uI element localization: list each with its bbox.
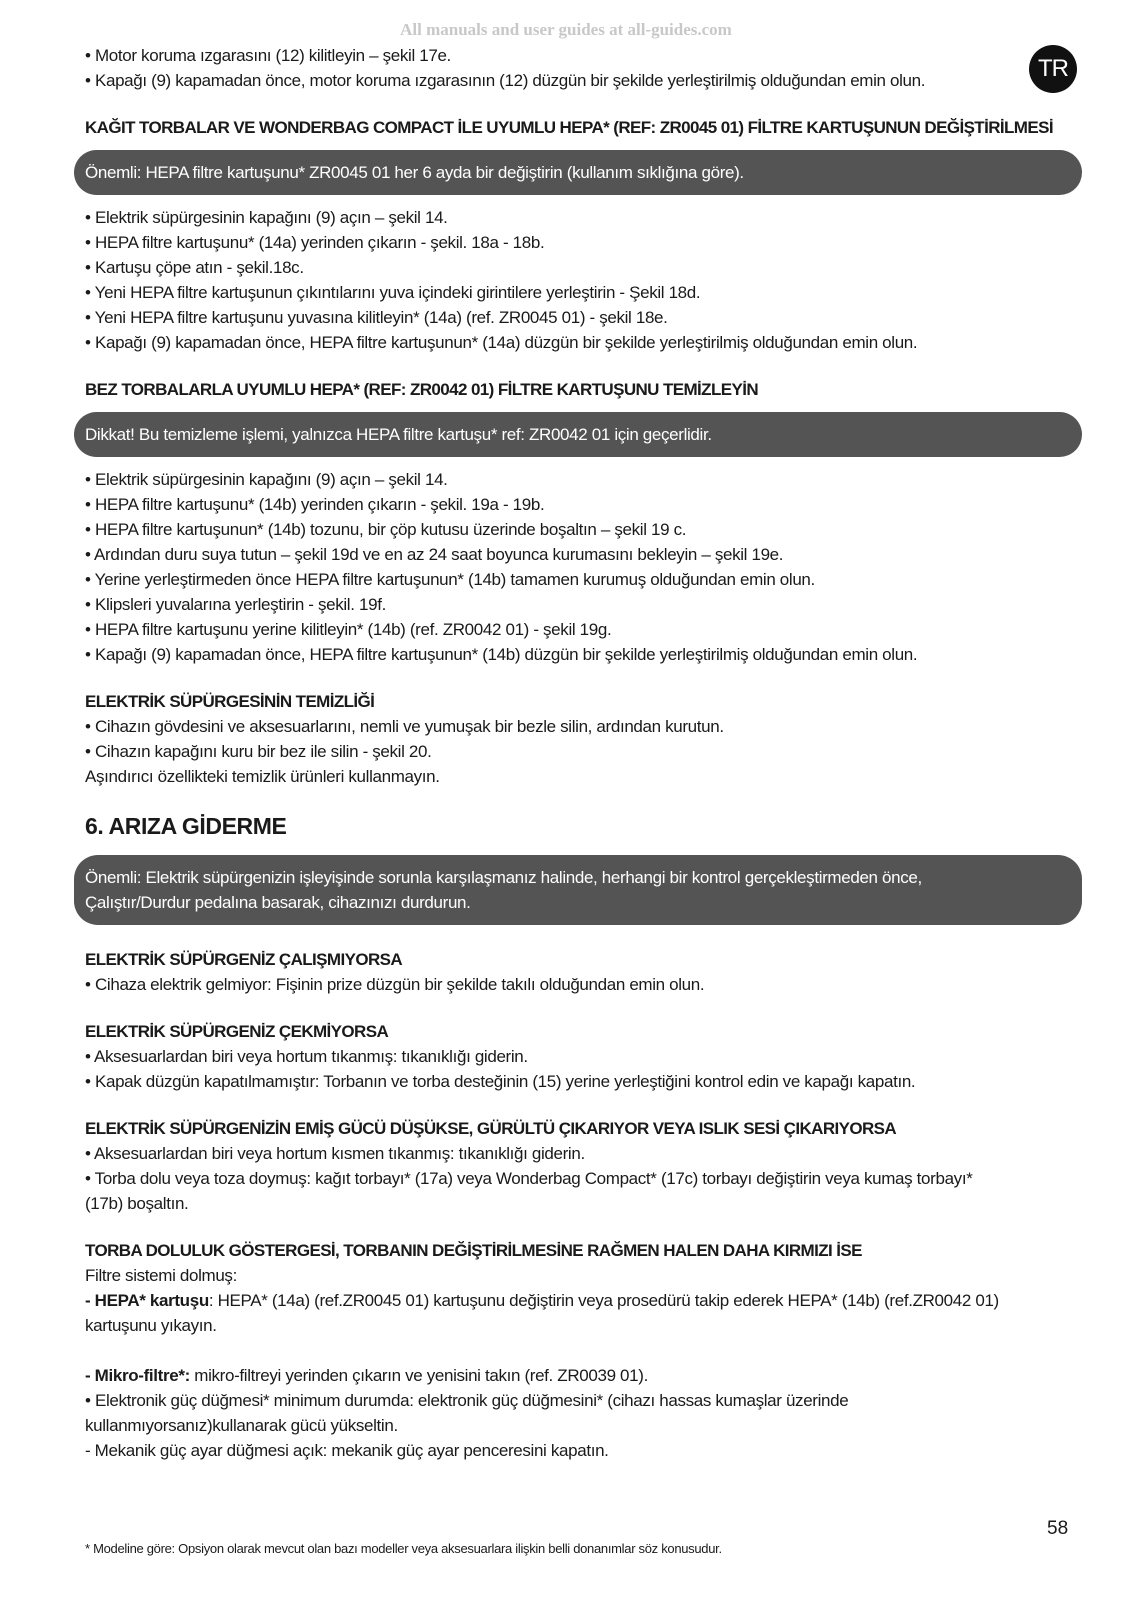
list-item-continuation: kullanmıyorsanız)kullanarak gücü yükseltin. (85, 1416, 398, 1435)
list-item-continuation: (17b) boşaltın. (85, 1194, 189, 1213)
micro-filter-text: mikro-filtreyi yerinden çıkarın ve yenisini takın (ref. ZR0039 01). (189, 1366, 648, 1385)
list-item: • Elektrik süpürgesinin kapağını (9) açın – şekil 14. (85, 467, 1080, 492)
list-item: • HEPA filtre kartuşunu* (14a) yerinden çıkarın - şekil. 18a - 18b. (85, 230, 1080, 255)
list-item: • Klipsleri yuvalarına yerleştirin - şekil. 19f. (85, 592, 1080, 617)
list-item: • Cihazın kapağını kuru bir bez ile silin - şekil 20. (85, 739, 1080, 764)
subsection-heading: TORBA DOLULUK GÖSTERGESİ, TORBANIN DEĞİŞTİRİLMESİNE RAĞMEN HALEN DAHA KIRMIZI İSE (85, 1241, 862, 1260)
section-heading-cleaning: ELEKTRİK SÜPÜRGESİNİN TEMİZLİĞİ (85, 692, 375, 711)
note-line: Çalıştır/Durdur pedalına basarak, cihazınızı durdurun. (85, 893, 471, 912)
note-line: Önemli: Elektrik süpürgenizin işleyişinde sorunla karşılaşmanız halinde, herhangi bir kontrol gerçekleştirmeden önce, (85, 868, 922, 887)
chapter-title: 6. ARIZA GİDERME (85, 813, 287, 839)
paragraph: Aşındırıcı özellikteki temizlik ürünleri kullanmayın. (85, 767, 440, 786)
list-item: • HEPA filtre kartuşunu yerine kilitleyin* (14b) (ref. ZR0042 01) - şekil 19g. (85, 617, 1080, 642)
list-item: • Ardından duru suya tutun – şekil 19d ve en az 24 saat boyunca kurumasını bekleyin – şekil 19e. (85, 542, 1080, 567)
important-note (74, 855, 1082, 925)
list-item: • HEPA filtre kartuşunun* (14b) tozunu, bir çöp kutusu üzerinde boşaltın – şekil 19 c. (85, 517, 1080, 542)
micro-filter-label: - Mikro-filtre*: (85, 1366, 190, 1385)
subsection-heading: ELEKTRİK SÜPÜRGENİZ ÇEKMİYORSA (85, 1022, 389, 1041)
watermark: All manuals and user guides at all-guides.com (400, 20, 732, 39)
list-item: • Cihazın gövdesini ve aksesuarlarını, nemli ve yumuşak bir bezle silin, ardından kurutun. (85, 714, 1080, 739)
section-heading-cloth-hepa: BEZ TORBALARLA UYUMLU HEPA* (REF: ZR0042 01) FİLTRE KARTUŞUNU TEMİZLEYİN (85, 380, 759, 399)
section-heading-paper-hepa: KAĞIT TORBALAR VE WONDERBAG COMPACT İLE UYUMLU HEPA* (REF: ZR0045 01) FİLTRE KARTUŞUNUN DEĞİŞTİRİLMESİ (85, 118, 1053, 137)
list-item: • Aksesuarlardan biri veya hortum kısmen tıkanmış: tıkanıklığı giderin. (85, 1141, 1080, 1166)
list-item: • Kartuşu çöpe atın - şekil.18c. (85, 255, 1080, 280)
list-item: • Kapağı (9) kapamadan önce, HEPA filtre kartuşunun* (14a) düzgün bir şekilde yerleştirilmiş olduğundan emin olun. (85, 330, 1080, 355)
list-item: • Elektrik süpürgesinin kapağını (9) açın – şekil 14. (85, 205, 1080, 230)
hepa-label: - HEPA* kartuşu (85, 1291, 209, 1310)
list-item: • Aksesuarlardan biri veya hortum tıkanmış: tıkanıklığı giderin. (85, 1044, 1080, 1069)
paragraph (85, 1288, 1080, 1313)
list-item: • Motor koruma ızgarasını (12) kilitleyin – şekil 17e. (85, 43, 1080, 68)
list-item: • Kapağı (9) kapamadan önce, motor koruma ızgarasının (12) düzgün bir şekilde yerleştirilmiş olduğundan emin olun. (85, 68, 1080, 93)
paragraph: Filtre sistemi dolmuş: (85, 1266, 237, 1285)
language-badge: TR (1029, 45, 1077, 93)
list-item: • Yeni HEPA filtre kartuşunu yuvasına kilitleyin* (14a) (ref. ZR0045 01) - şekil 18e. (85, 305, 1080, 330)
list-item: • Kapağı (9) kapamadan önce, HEPA filtre kartuşunun* (14b) düzgün bir şekilde yerleştirilmiş olduğundan emin olun. (85, 642, 1080, 667)
list-item: • Kapak düzgün kapatılmamıştır: Torbanın ve torba desteğinin (15) yerine yerleştiğini kontrol edin ve kapağı kapatın. (85, 1069, 1080, 1094)
list-item: • HEPA filtre kartuşunu* (14b) yerinden çıkarın - şekil. 19a - 19b. (85, 492, 1080, 517)
footnote: * Modeline göre: Opsiyon olarak mevcut olan bazı modeller veya aksesuarlara ilişkin belli donanımlar söz konusudur. (85, 1541, 722, 1556)
subsection-heading: ELEKTRİK SÜPÜRGENİZ ÇALIŞMIYORSA (85, 950, 403, 969)
subsection-heading: ELEKTRİK SÜPÜRGENİZİN EMİŞ GÜCÜ DÜŞÜKSE, GÜRÜLTÜ ÇIKARIYOR VEYA ISLIK SESİ ÇIKARIYORSA (85, 1119, 897, 1138)
list-item: • Yeni HEPA filtre kartuşunun çıkıntılarını yuva içindeki girintilere yerleştirin - Şekil 18d. (85, 280, 1080, 305)
paragraph: - Mekanik güç ayar düğmesi açık: mekanik güç ayar penceresini kapatın. (85, 1441, 609, 1460)
warning-note: Dikkat! Bu temizleme işlemi, yalnızca HEPA filtre kartuşu* ref: ZR0042 01 için geçerlidir. (74, 412, 1082, 457)
hepa-text: : HEPA* (14a) (ref.ZR0045 01) kartuşunu değiştirin veya prosedürü takip ederek HEPA* (14b) (ref.ZR0042 01) (208, 1291, 999, 1310)
page-number: 58 (1047, 1518, 1069, 1539)
important-note: Önemli: HEPA filtre kartuşunu* ZR0045 01 her 6 ayda bir değiştirin (kullanım sıklığına göre). (74, 150, 1082, 195)
list-item: • Elektronik güç düğmesi* minimum durumda: elektronik güç düğmesini* (cihazı hassas kumaşlar üzerinde (85, 1388, 1080, 1413)
paragraph (85, 1363, 1080, 1388)
list-item: • Yerine yerleştirmeden önce HEPA filtre kartuşunun* (14b) tamamen kurumuş olduğundan emin olun. (85, 567, 1080, 592)
list-item: • Torba dolu veya toza doymuş: kağıt torbayı* (17a) veya Wonderbag Compact* (17c) torbayı değiştirin veya kumaş torbayı* (85, 1166, 1080, 1191)
paragraph: kartuşunu yıkayın. (85, 1316, 217, 1335)
page-content (85, 43, 1080, 1463)
list-item: • Cihaza elektrik gelmiyor: Fişinin prize düzgün bir şekilde takılı olduğundan emin olun. (85, 972, 1080, 997)
